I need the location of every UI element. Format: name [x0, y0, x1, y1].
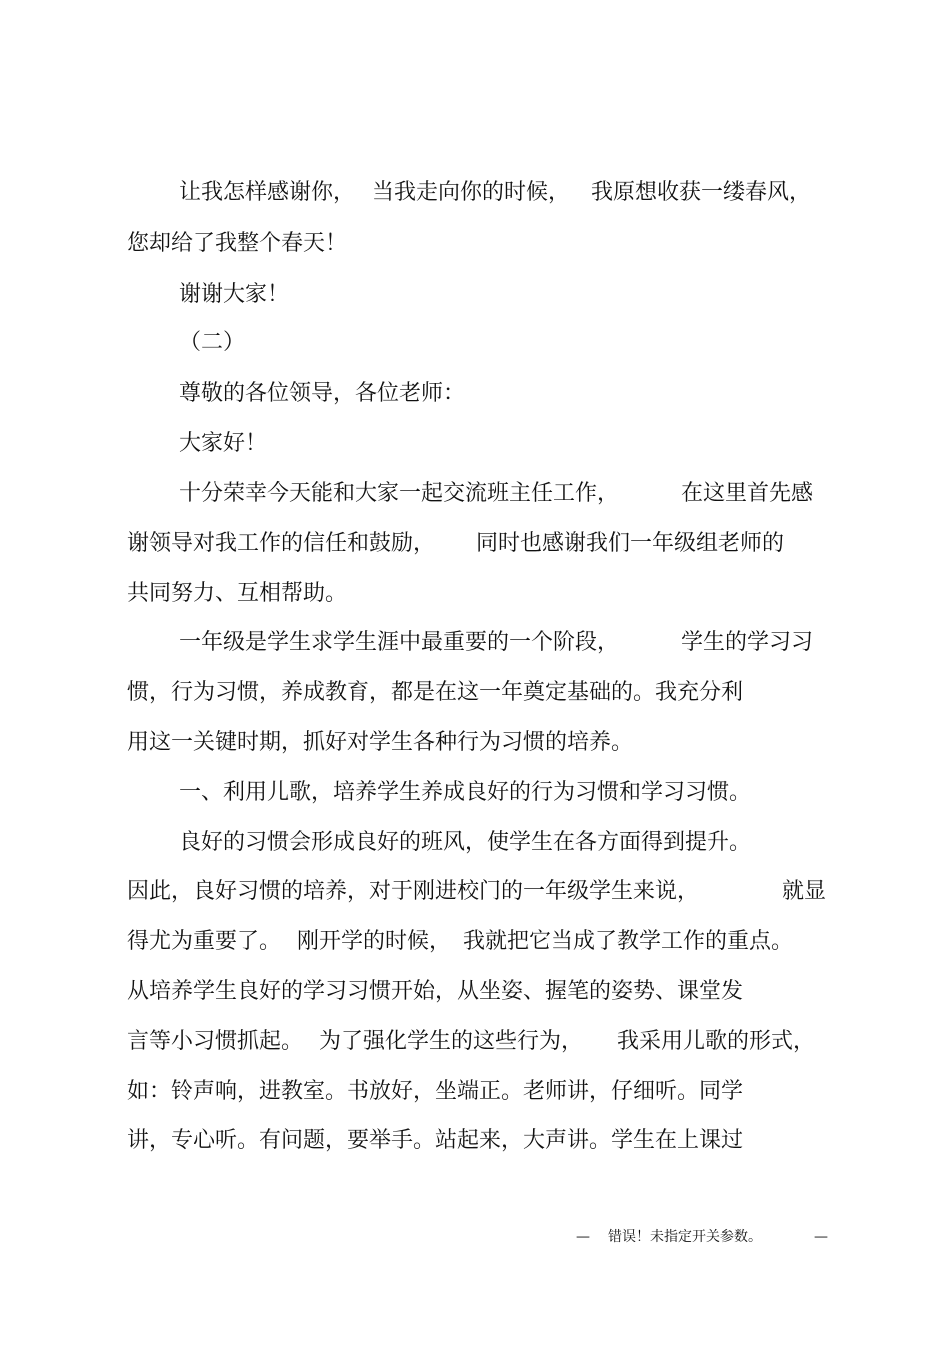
- salutation: [0, 377, 950, 411]
- text-line: [0, 676, 950, 710]
- text-segment: 我原想收获一缕春风，: [591, 180, 812, 205]
- text-line: [0, 726, 950, 760]
- text-segment: 在这里首先感: [681, 481, 814, 506]
- text-segment: 一年级是学生求学生涯中最重要的一个阶段，: [179, 630, 620, 655]
- text-segment: 言等小习惯抓起。: [127, 1029, 304, 1054]
- text-segment: 同时也感谢我们一年级组老师的: [476, 531, 785, 556]
- text-segment: 大家好！: [179, 431, 268, 456]
- text-line: [0, 1124, 950, 1158]
- text-line: [0, 278, 950, 312]
- text-segment: 讲，专心听。有问题，要举手。站起来，大声讲。学生在上课过: [127, 1128, 744, 1153]
- text-segment: 谢谢大家！: [179, 282, 290, 307]
- text-segment: 您却给了我整个春天！: [127, 231, 348, 256]
- text-segment: 当我走向你的时候，: [372, 180, 571, 205]
- text-line: [0, 626, 950, 660]
- footer-text: 错误！未指定开关参数。: [608, 1229, 762, 1245]
- text-segment: 因此，良好习惯的培养，对于刚进校门的一年级学生来说，: [127, 879, 700, 904]
- text-line: [0, 1075, 950, 1109]
- text-segment: 为了强化学生的这些行为，: [319, 1029, 584, 1054]
- section-heading: [0, 326, 950, 360]
- text-line: [0, 1025, 950, 1059]
- footer-dash-right: —: [814, 1229, 828, 1245]
- text-line: [0, 527, 950, 561]
- text-segment: 一、利用儿歌，培养学生养成良好的行为习惯和学习习惯。: [179, 780, 752, 805]
- greeting: [0, 427, 950, 461]
- text-line: [0, 477, 950, 511]
- text-segment: 得尤为重要了。: [127, 929, 282, 954]
- text-segment: 我采用儿歌的形式，: [617, 1029, 816, 1054]
- text-line: [0, 176, 950, 210]
- text-segment: 惯，行为习惯，养成教育，都是在这一年奠定基础的。我充分利: [127, 680, 744, 705]
- text-segment: 用这一关键时期，抓好对学生各种行为习惯的培养。: [127, 730, 634, 755]
- text-segment: 就显: [782, 879, 827, 904]
- text-segment: 学生的学习习: [681, 630, 814, 655]
- text-line: [0, 925, 950, 959]
- text-line: [0, 577, 950, 611]
- text-line: [0, 227, 950, 261]
- text-segment: 尊敬的各位领导，各位老师：: [179, 381, 466, 406]
- text-line: [0, 875, 950, 909]
- section-heading: [0, 776, 950, 810]
- text-line: [0, 975, 950, 1009]
- text-segment: 让我怎样感谢你，: [179, 180, 356, 205]
- text-segment: 从培养学生良好的学习习惯开始，从坐姿、握笔的姿势、课堂发: [127, 979, 744, 1004]
- text-segment: 良好的习惯会形成良好的班风，使学生在各方面得到提升。: [179, 830, 752, 855]
- text-segment: 我就把它当成了教学工作的重点。: [463, 929, 794, 954]
- text-segment: 刚开学的时候，: [297, 929, 452, 954]
- text-segment: （二）: [179, 330, 246, 355]
- footer-dash-left: —: [576, 1229, 590, 1245]
- text-segment: 十分荣幸今天能和大家一起交流班主任工作，: [179, 481, 620, 506]
- text-segment: 共同努力、互相帮助。: [127, 581, 348, 606]
- text-segment: 如：铃声响，进教室。书放好，坐端正。老师讲，仔细听。同学: [127, 1079, 744, 1104]
- text-line: [0, 826, 950, 860]
- text-segment: 谢领导对我工作的信任和鼓励，: [127, 531, 436, 556]
